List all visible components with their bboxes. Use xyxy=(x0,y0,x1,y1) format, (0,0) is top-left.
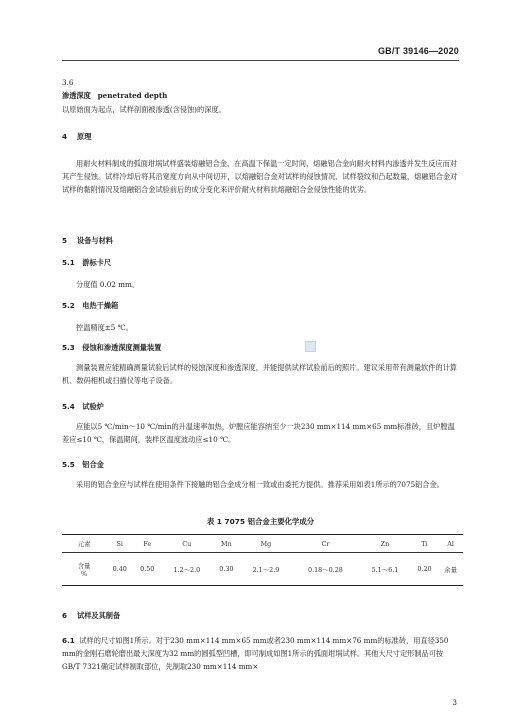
subsection-body xyxy=(62,478,458,491)
section-title: 设备与材料 xyxy=(77,236,113,245)
paragraph-text: 采用的铝合金应与试样在使用条件下接触的铝合金成分相一致或由委托方提供。推荐采用如表1所示的7075铝合金。 xyxy=(76,480,444,489)
term-zh: 渗透深度 xyxy=(62,91,91,100)
value-cell: 0.50 xyxy=(134,553,162,586)
paragraph-text: 用耐火材料制成的弧面坩埚试样盛装熔融铝合金，在高温下保温一定时间，熔融铝合金向耐火材料内渗透并发生反应而对其产生侵蚀。试样冷却后将其沿宽度方向从中间切开，以熔融铝合金对试样的侵蚀情况、试样裂纹和凸起数量、熔融铝合金对试样的黏附情况及熔融铝合金试验前后的成分变化来评价耐火材料抗熔融铝合金侵蚀性能的优劣。 xyxy=(62,159,458,194)
paragraph-body: 试样的尺寸如图1所示。对于230 mm×114 mm×65 mm或者230 mm×114 mm×76 mm的标准砖，用直径350 mm的金刚石磨轮磨出最大深度为32 mm的圆弧型凹槽，即可制成如图1所示的弧面坩埚试样。其他大尺寸定形制品可按GB/T 7321确定试样制取部位，先制取230 mm×114 mm× xyxy=(62,636,449,671)
section-number: 5 xyxy=(62,236,68,245)
section-heading xyxy=(62,130,91,143)
paragraph-text: 应能以5 ℃/min～10 ℃/min的升温速率加热，炉膛应能容纳至少一块230 mm×114 mm×65 mm标准砖，且炉膛温差应≤10 ℃，保温期间，装样区温度波动应≤10 ℃。 xyxy=(62,422,455,444)
subsection-number: 5.2 xyxy=(62,301,75,310)
subsection-title: 侵蚀和渗透深度测量装置 xyxy=(82,343,162,352)
subsection-number: 5.5 xyxy=(62,460,75,469)
subsection-number: 5.3 xyxy=(62,343,75,352)
subsection-title: 电热干燥箱 xyxy=(82,301,119,310)
scan-artifact xyxy=(305,341,316,352)
subsection-heading xyxy=(62,299,118,312)
value-cell: 0.18～0.28 xyxy=(292,553,359,586)
section-number: 3.6 xyxy=(62,78,74,87)
value-cell: 余量 xyxy=(438,553,463,586)
table-caption: 表 1 7075 铝合金主要化学成分 xyxy=(206,517,315,526)
value-cell: 2.1～2.9 xyxy=(240,553,292,586)
value-cell: 5.1～6.1 xyxy=(359,553,411,586)
page-number: 3 xyxy=(452,699,457,707)
row-label-cell xyxy=(62,553,106,586)
value-cell: 0.20 xyxy=(411,553,439,586)
paragraph-text xyxy=(62,634,460,673)
subsection-heading xyxy=(62,256,111,269)
term-definition: 以原始面为起点，试样剖面被渗透(含侵蚀)的深度。 xyxy=(62,105,226,114)
header-cell: Cr xyxy=(292,535,359,553)
term-en: penetrated depth xyxy=(97,91,168,100)
paragraph-text: 测量装置应能精确测量试验后试样的侵蚀深度和渗透深度，并能提供试样试验前后的照片。建议采用带有测量软件的计算机、数码相机或扫描仪等电子设备。 xyxy=(62,363,457,385)
section-heading xyxy=(62,609,120,622)
header-cell: Mg xyxy=(240,535,292,553)
subsection-body: 控温精度±5 ℃。 xyxy=(76,323,133,332)
subsection-title: 铝合金 xyxy=(82,460,104,469)
value-cell: 0.30 xyxy=(213,553,241,586)
subsection-body: 分度值 0.02 mm。 xyxy=(76,280,139,289)
subsection-number: 5.1 xyxy=(62,258,75,267)
header-cell: 元素 xyxy=(62,535,106,553)
header-cell: Al xyxy=(438,535,463,553)
composition-table xyxy=(62,534,463,586)
row-label: 含量 xyxy=(77,561,91,570)
value-cell: 0.40 xyxy=(106,553,134,586)
principle-paragraph xyxy=(62,157,458,196)
subsection-heading xyxy=(62,458,104,471)
header-cell: Ti xyxy=(411,535,439,553)
section-heading xyxy=(62,234,113,247)
value-cell: 1.2～2.0 xyxy=(161,553,213,586)
subsection-heading xyxy=(62,341,161,354)
section-title: 试样及其制备 xyxy=(77,611,121,620)
subsection-body xyxy=(62,420,458,446)
subsection-title: 试验炉 xyxy=(82,402,104,411)
header-cell: Fe xyxy=(134,535,162,553)
section-title: 原理 xyxy=(77,132,92,141)
header-cell: Si xyxy=(106,535,134,553)
section-number: 6 xyxy=(62,611,68,620)
subsection-number: 6.1 xyxy=(62,636,75,645)
row-unit: % xyxy=(80,569,88,578)
subsection-title: 游标卡尺 xyxy=(82,258,112,267)
section-number: 4 xyxy=(62,132,68,141)
subsection-body xyxy=(62,634,460,673)
header-cell: Mn xyxy=(213,535,241,553)
standard-number: GB/T 39146—2020 xyxy=(377,46,459,56)
table-row xyxy=(62,553,463,586)
header-cell: Cu xyxy=(161,535,213,553)
term-heading xyxy=(62,89,167,102)
header-cell: Zn xyxy=(359,535,411,553)
header-rule xyxy=(62,60,459,61)
table-header-row xyxy=(62,535,463,553)
subsection-heading xyxy=(62,400,104,413)
subsection-number: 5.4 xyxy=(62,402,75,411)
subsection-body xyxy=(62,361,458,387)
